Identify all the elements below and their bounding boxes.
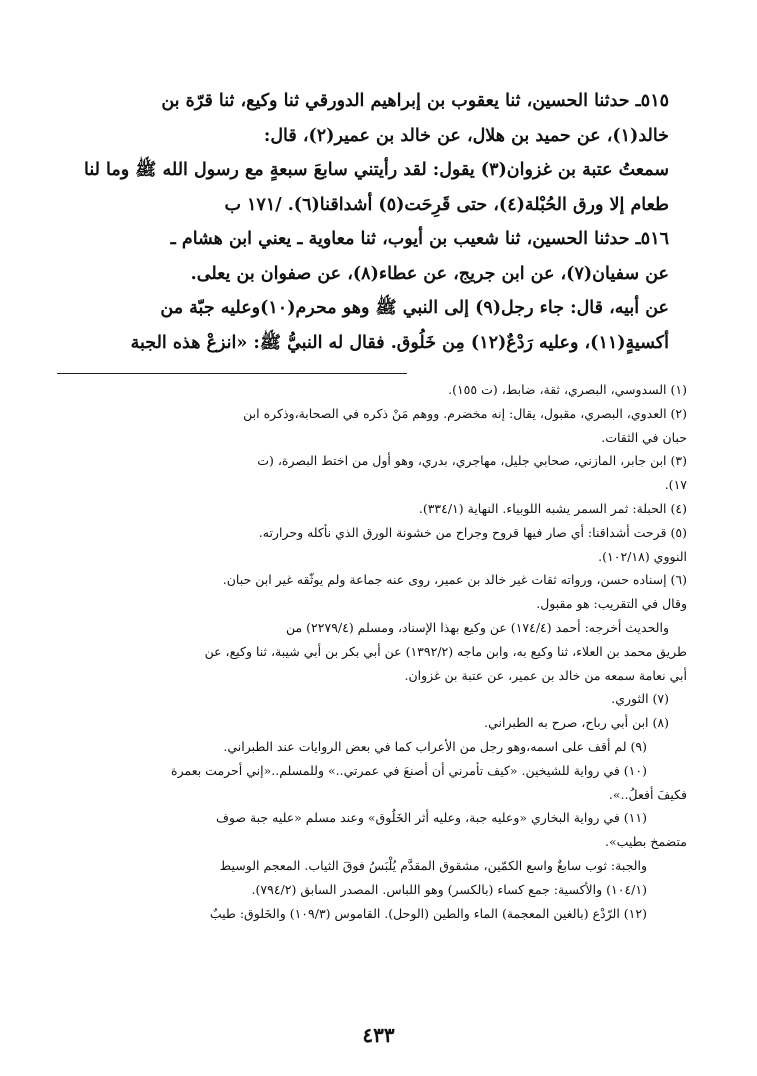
main-line-4: طعام إلا ورق الحُبْلة(٤)، حتى قَرِحَت(٥) أشداقنا(٦). /١٧١ ب	[224, 194, 669, 215]
footnote-line: حبان في الثقات.	[601, 429, 687, 445]
footnote-line: (٧) الثوري.	[611, 691, 669, 707]
page-number: ٤٣٣	[362, 1023, 395, 1047]
main-text	[54, 84, 669, 360]
footnote-line: النووي (١٠٢/١٨).	[598, 548, 687, 564]
footnote-line: ١٧).	[664, 477, 687, 493]
footnote-line: وقال في التقريب: هو مقبول.	[536, 596, 687, 612]
main-line-2: خالد(١)، عن حميد بن هلال، عن خالد بن عمير(٢)، قال:	[263, 125, 669, 146]
main-line-8: أكسيةٍ(١١)، وعليه رَدْعٌ(١٢) مِن خَلُوق. فقال له النبيُّ ﷺ: «انزعْ هذه الجبة	[130, 332, 669, 353]
main-line-5: ٥١٦ـ حدثنا الحسين، ثنا شعيب بن أيوب، ثنا معاوية ـ يعني ابن هشام ـ	[170, 229, 669, 249]
footnote-line: (٨) ابن أبي رباح، صرح به الطبراني.	[484, 715, 669, 731]
footnote-line: (٥) قرحت أشداقنا: أي صار فيها قروح وجراح من خشونة الورق الذي نأكله وحرارته.	[258, 524, 687, 540]
main-line-6: عن سفيان(٧)، عن ابن جريج، عن عطاء(٨)، عن صفوان بن يعلى.	[190, 263, 669, 284]
footnote-line: (٤) الحبلة: ثمر السمر يشبه اللوبياء. النهاية (٣٣٤/١).	[418, 500, 687, 516]
main-line-7: عن أبيه، قال: جاء رجل(٩) إلى النبي ﷺ وهو محرم(١٠)وعليه جبّة من	[160, 298, 669, 318]
footnote-line: أبي نعامة سمعه من خالد بن عمير، عن عتبة بن غزوان.	[404, 667, 687, 683]
footnote-divider	[57, 373, 407, 374]
footnote-line: (١٢) الرّدْع (بالغين المعجمة) الماء والطين (الوحل). القاموس (١٠٩/٣) والخَلوق: طيبٌ	[209, 905, 647, 921]
footnote-line: فكيفَ أفعلُ..».	[608, 786, 687, 802]
footnote-line: والحديث أخرجه: أحمد (١٧٤/٤) عن وكيع بهذا الإسناد، ومسلم (٢٢٧٩/٤) من	[285, 619, 669, 635]
main-line-1: ٥١٥ـ حدثنا الحسين، ثنا يعقوب بن إبراهيم الدورقي ثنا وكيع، ثنا قرّة بن	[161, 91, 669, 111]
footnote-line: متضمخ بطيب».	[605, 834, 687, 850]
footnote-line: (١١) في رواية البخاري «وعليه جبة، وعليه أثر الخَلُوق» وعند مسلم «عليه جبة صوف	[215, 810, 647, 826]
footnote-line: والجبة: ثوب سابغٌ واسع الكمّين، مشقوق المقدَّم يُلْبَسُ فوقَ الثياب. المعجم الوسيط	[219, 857, 647, 873]
main-line-3: سمعتُ عتبة بن غزوان(٣) يقول: لقد رأيتني سابعَ سبعةٍ مع رسول الله ﷺ وما لنا	[84, 160, 669, 180]
footnote-line: (١٠) في رواية للشيخين. «كيف تأمرني أن أصنعَ في عمرتي..» وللمسلم..«إني أحرمت بعمرة	[171, 762, 647, 778]
footnote-line: (٣) ابن جابر، المازني، صحابي جليل، مهاجري، بدري، وهو أول من اختط البصرة، (ت	[257, 453, 687, 469]
footnote-line: (١٠٤/١) والأكسية: جمع كساء (بالكسر) وهو اللباس. المصدر السابق (٧٩٤/٢).	[251, 881, 647, 897]
footnote-line: (١) السدوسي، البصري، ثقة، ضابط، (ت ١٥٥).	[448, 382, 687, 397]
footnote-line: طريق محمد بن العلاء، ثنا وكيع به، وابن ماجه (١٣٩٢/٢) عن أبي بكر بن أبي شيبة، ثنا وكيع، عن	[204, 643, 687, 659]
footnote-line: (٢) العدوي، البصري، مقبول، يقال: إنه مخضرم. ووهم مَنْ ذكره في الصحابة،وذكره ابن	[243, 405, 687, 421]
footnote-line: (٦) إسناده حسن، ورواته ثقات غير خالد بن عمير، روى عنه جماعة ولم يوثّقه غير ابن حبان.	[222, 572, 687, 588]
footnotes	[47, 378, 687, 925]
footnote-line: (٩) لم أقف على اسمه،وهو رجل من الأعراب كما في بعض الروايات عند الطبراني.	[223, 738, 647, 754]
